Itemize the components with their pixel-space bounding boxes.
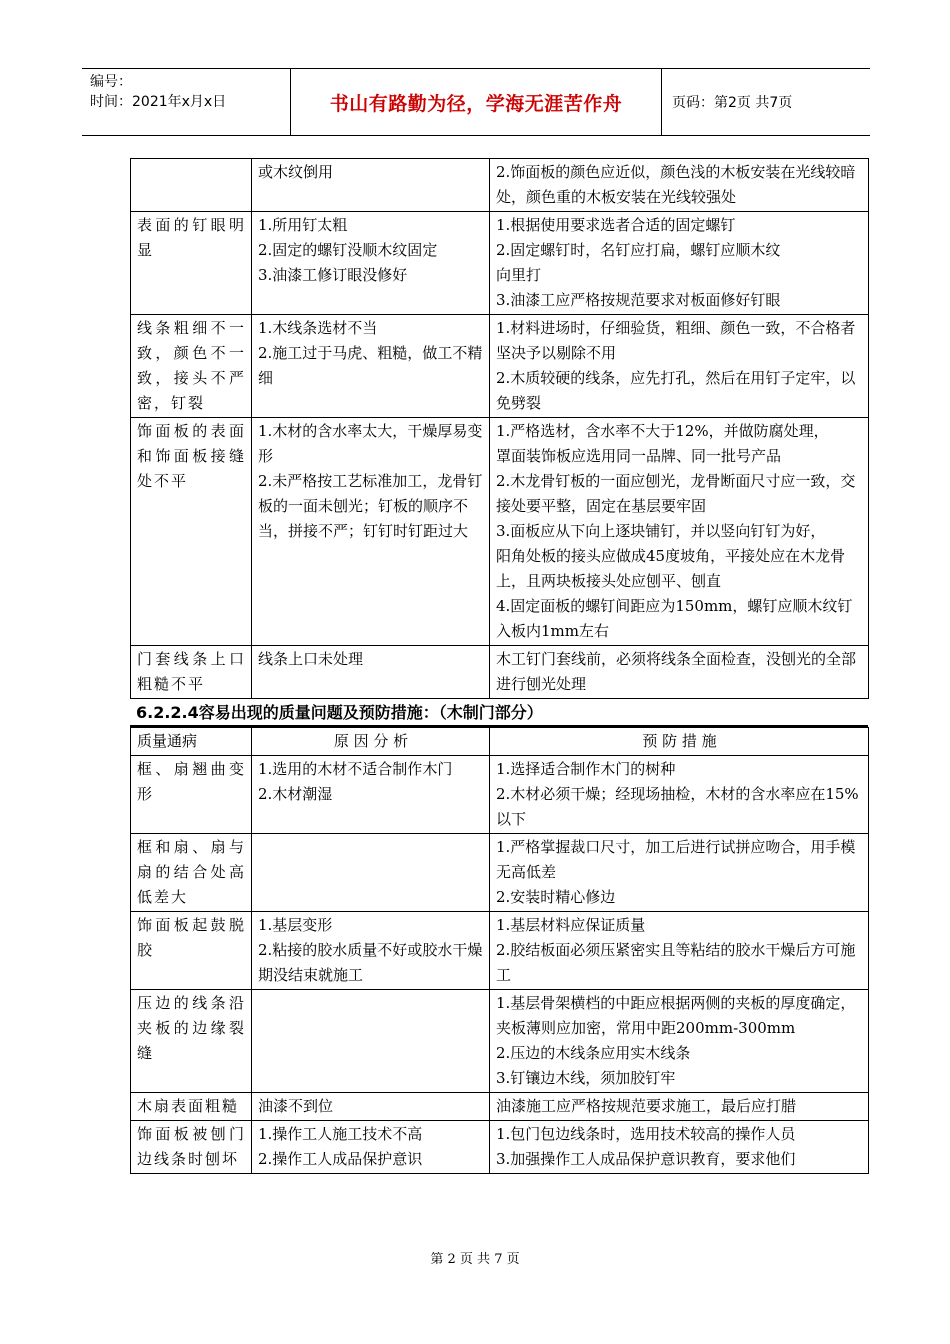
prevention-line: 3.油漆工应严格按规范要求对板面修好钉眼 — [496, 291, 781, 309]
prevention-line: 罩面装饰板应选用同一品牌、同一批号产品 — [496, 447, 782, 465]
cause-line: 油漆不到位 — [258, 1097, 334, 1115]
cause-cell — [252, 315, 490, 418]
table-row — [131, 646, 869, 699]
cause-line: 1.木材的含水率太大，干燥厚易变形 — [258, 422, 483, 465]
document-number-label: 编号： — [90, 74, 132, 90]
document-body — [130, 158, 868, 1174]
problem-cell: 框和扇、扇与扇的结合处高低差大 — [131, 834, 252, 912]
cause-line: 2.未严格按工艺标准加工，龙骨钉板的一面未刨光；钉板的顺序不当，拼接不严；钉钉时钉距过大 — [258, 472, 483, 540]
problem-cell: 门套线条上口粗糙不平 — [131, 646, 252, 699]
prevention-line: 2.固定螺钉时，名钉应打扁，螺钉应顺木纹 — [496, 241, 781, 259]
problem-cell: 饰面板的表面和饰面板接缝处不平 — [131, 418, 252, 646]
prevention-line: 2.木龙骨钉板的一面应刨光，龙骨断面尺寸应一致，交接处要平整，固定在基层要牢固 — [496, 472, 856, 515]
prevention-line: 2.饰面板的颜色应近似，颜色浅的木板安装在光线较暗处，颜色重的木板安装在光线较强处 — [496, 163, 856, 206]
cause-cell — [252, 1093, 490, 1121]
prevention-line: 油漆施工应严格按规范要求施工，最后应打腊 — [496, 1097, 797, 1115]
wooden-door-quality-table — [130, 727, 869, 1174]
table-row — [131, 212, 869, 315]
header-motto: 书山有路勤为径，学海无涯苦作舟 — [291, 69, 662, 135]
prevention-cell — [490, 834, 869, 912]
column-header-problem: 质量通病 — [131, 728, 252, 756]
prevention-line: 1.基层骨架横档的中距应根据两侧的夹板的厚度确定，夹板薄则应加密，常用中距200mm-300mm — [496, 994, 856, 1037]
document-date: 时间：2021年x月x日 — [90, 94, 227, 110]
problem-cell: 饰面板被刨门边线条时刨坏 — [131, 1121, 252, 1174]
cause-cell — [252, 212, 490, 315]
cause-line: 2.粘接的胶水质量不好或胶水干燥期没结束就施工 — [258, 941, 483, 984]
cause-cell — [252, 834, 490, 912]
prevention-cell — [490, 159, 869, 212]
prevention-line: 1.基层材料应保证质量 — [496, 916, 646, 934]
column-header-prevention: 预 防 措 施 — [490, 728, 869, 756]
problem-cell: 框、扇翘曲变形 — [131, 756, 252, 834]
prevention-cell — [490, 315, 869, 418]
cause-line: 2.操作工人成品保护意识 — [258, 1150, 423, 1168]
prevention-cell — [490, 756, 869, 834]
table-row — [131, 315, 869, 418]
cause-line: 2.木材潮湿 — [258, 785, 333, 803]
table-row — [131, 912, 869, 990]
prevention-line: 3.加强操作工人成品保护意识教育，要求他们 — [496, 1150, 796, 1168]
prevention-line: 1.选择适合制作木门的树种 — [496, 760, 676, 778]
prevention-cell — [490, 212, 869, 315]
problem-cell: 压边的线条沿夹板的边缘裂缝 — [131, 990, 252, 1093]
cause-line: 1.操作工人施工技术不高 — [258, 1125, 423, 1143]
cause-cell — [252, 990, 490, 1093]
prevention-line: 4.固定面板的螺钉间距应为150mm，螺钉应顺木纹钉入板内1mm左右 — [496, 597, 853, 640]
prevention-cell — [490, 1121, 869, 1174]
cause-line: 2.施工过于马虎、粗糙，做工不精细 — [258, 344, 483, 387]
cause-line: 或木纹倒用 — [258, 163, 334, 181]
cause-line: 1.木线条选材不当 — [258, 319, 378, 337]
prevention-cell — [490, 912, 869, 990]
prevention-cell — [490, 418, 869, 646]
cause-line: 线条上口未处理 — [258, 650, 364, 668]
prevention-cell — [490, 990, 869, 1093]
prevention-line: 2.木材必须干燥；经现场抽检，木材的含水率应在15%以下 — [496, 785, 859, 828]
prevention-line: 向里打 — [496, 266, 542, 284]
problem-cell: 饰面板起鼓脱胶 — [131, 912, 252, 990]
table-row — [131, 418, 869, 646]
prevention-line: 阳角处板的接头应做成45度坡角，平接处应在木龙骨上，且两块板接头处应刨平、刨直 — [496, 547, 846, 590]
problem-cell — [131, 159, 252, 212]
problem-cell: 木扇表面粗糙 — [131, 1093, 252, 1121]
cause-cell — [252, 1121, 490, 1174]
cause-line: 1.选用的木材不适合制作木门 — [258, 760, 453, 778]
table-row — [131, 834, 869, 912]
section-title: 6.2.2.4容易出现的质量问题及预防措施：（木制门部分） — [130, 699, 868, 727]
prevention-line: 3.面板应从下向上逐块铺钉，并以竖向钉钉为好， — [496, 522, 826, 540]
prevention-cell — [490, 1093, 869, 1121]
cause-cell — [252, 912, 490, 990]
prevention-line: 木工钉门套线前，必须将线条全面检查，没刨光的全部进行刨光处理 — [496, 650, 857, 693]
header-meta — [82, 69, 291, 135]
prevention-line: 3.钉镶边木线，须加胶钉牢 — [496, 1069, 676, 1087]
cause-cell — [252, 756, 490, 834]
column-header-cause: 原 因 分 析 — [252, 728, 490, 756]
prevention-line: 1.根据使用要求选者合适的固定螺钉 — [496, 216, 736, 234]
cause-line: 3.油漆工修订眼没修好 — [258, 266, 408, 284]
cause-line: 1.所用钉太粗 — [258, 216, 348, 234]
prevention-line: 1.严格选材，含水率不大于12%，并做防腐处理， — [496, 422, 829, 440]
cause-cell — [252, 159, 490, 212]
prevention-line: 2.木质较硬的线条，应先打孔，然后在用钉子定牢，以免劈裂 — [496, 369, 856, 412]
problem-cell: 线条粗细不一致，颜色不一致，接头不严密，钉裂 — [131, 315, 252, 418]
table-row — [131, 1093, 869, 1121]
prevention-line: 1.材料进场时，仔细验货，粗细、颜色一致，不合格者坚决予以剔除不用 — [496, 319, 856, 362]
cause-cell — [252, 418, 490, 646]
header-page-number: 页码：第2页 共7页 — [672, 95, 793, 111]
table-row — [131, 756, 869, 834]
prevention-cell — [490, 646, 869, 699]
cause-cell — [252, 646, 490, 699]
table-row — [131, 1121, 869, 1174]
table-header-row — [131, 728, 869, 756]
table-row — [131, 990, 869, 1093]
prevention-line: 2.压边的木线条应用实木线条 — [496, 1044, 691, 1062]
cause-line: 1.基层变形 — [258, 916, 333, 934]
woodwork-quality-table — [130, 158, 869, 699]
prevention-line: 2.安装时精心修边 — [496, 888, 616, 906]
problem-cell: 表面的钉眼明显 — [131, 212, 252, 315]
page-header — [82, 68, 870, 136]
prevention-line: 1.严格掌握裁口尺寸，加工后进行试拼应吻合，用手模无高低差 — [496, 838, 856, 881]
cause-line: 2.固定的螺钉没顺木纹固定 — [258, 241, 438, 259]
table-row — [131, 159, 869, 212]
prevention-line: 1.包门包边线条时，选用技术较高的操作人员 — [496, 1125, 796, 1143]
page-footer: 第 2 页 共 7 页 — [430, 1252, 520, 1267]
prevention-line: 2.胶结板面必须压紧密实且等粘结的胶水干燥后方可施工 — [496, 941, 856, 984]
